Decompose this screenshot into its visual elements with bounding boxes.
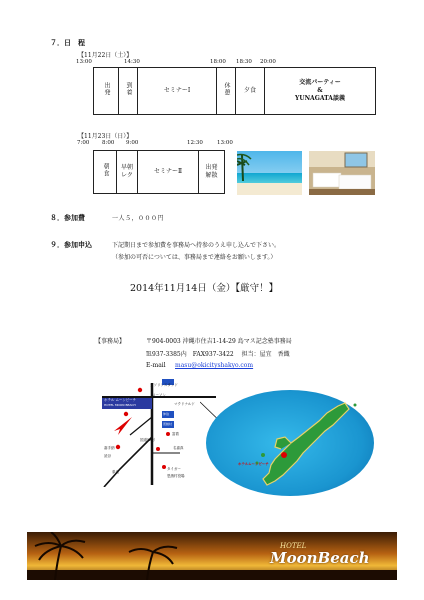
map-label: 富着 — [172, 432, 179, 436]
schedule-cell: 朝食 — [94, 151, 117, 194]
section-7-heading: ７．日 程 — [50, 39, 85, 47]
schedule-cell: 休憩 — [217, 68, 236, 115]
map-label: 恩納村 — [163, 422, 173, 426]
banner-hotel-small: HOTEL — [280, 542, 307, 550]
section-9-heading: ９．参加申込 — [50, 241, 92, 249]
day2-time: 9:00 — [126, 140, 139, 146]
beach-photo — [237, 151, 302, 195]
map-label: 仲泊 — [163, 412, 170, 416]
office-email-link[interactable]: masu@okicityshakyo.com — [175, 362, 254, 369]
map-label: 嘉手納 — [104, 446, 115, 450]
map-label: タイガー — [167, 467, 181, 471]
office-address: 〒904-0003 沖縄市住吉1-14-29 島マス記念塾事務局 — [146, 338, 292, 345]
schedule-cell: 出発 — [94, 68, 119, 115]
day2-time: 12:30 — [187, 140, 203, 146]
schedule-cell: 到着 — [119, 68, 138, 115]
application-note-2: （参加の可否については、事務局まで連絡をお願いします。） — [112, 254, 277, 261]
hotel-room-photo — [309, 151, 375, 195]
fee-value: 一人５，０００円 — [112, 215, 165, 222]
day2-date: 【11月23日（日）】 — [78, 133, 133, 140]
map-label: 名嘉真 — [173, 446, 184, 450]
schedule-cell: 夕食 — [236, 68, 265, 115]
day2-time: 13:00 — [217, 140, 233, 146]
day2-schedule-table — [93, 150, 225, 194]
application-note-1: 下記期日まで参加費を事務局へ持参のうえ申し込んで下さい。 — [112, 242, 281, 249]
schedule-cell: 早朝 レク — [117, 151, 138, 194]
day1-time: 18:30 — [236, 59, 252, 65]
day1-time: 20:00 — [260, 59, 276, 65]
deadline: 2014年11月14日（金）【厳守！】 — [130, 283, 279, 294]
map-label: 恩納村役場 — [167, 474, 185, 478]
map-label: ホテル ムーンビーチ — [104, 398, 137, 402]
office-label: 【事務局】 — [95, 338, 126, 345]
map-label: HOTEL MOON BEACH — [104, 403, 136, 407]
day1-date: 【11月22日（土）】 — [78, 52, 133, 59]
day2-time: 7:00 — [77, 140, 90, 146]
office-email-label: E-mail — [146, 362, 166, 369]
map-label: 国道58号 — [140, 438, 155, 442]
schedule-cell: セミナーⅠ — [138, 68, 217, 115]
section-8-heading: ８．参加費 — [50, 214, 85, 222]
day1-time: 18:00 — [210, 59, 226, 65]
banner-hotel-name: MoonBeach — [270, 549, 370, 567]
hotel-marker-label: ホテルムーンビーチ — [238, 462, 269, 466]
map-label: 読谷 — [104, 454, 111, 458]
okinawa-island-map — [205, 389, 375, 497]
schedule-cell: 交流パーティー & YUNAGATA談義 — [265, 68, 376, 115]
schedule-cell: セミナーⅡ — [138, 151, 199, 194]
day1-time: 14:30 — [124, 59, 140, 65]
day1-schedule-table — [93, 67, 376, 115]
map-label: ローソン — [152, 393, 166, 397]
day2-time: 8:00 — [102, 140, 115, 146]
map-label: マクドナルド — [174, 402, 195, 406]
map-label: 県道 — [112, 470, 119, 474]
schedule-cell: 出発 解散 — [199, 151, 225, 194]
day1-time: 13:00 — [76, 59, 92, 65]
map-label: ガソリンスタンド — [150, 383, 178, 387]
office-phone: ℡937-3385内 FAX937-3422 担当：屋宜 香織 — [146, 351, 290, 358]
